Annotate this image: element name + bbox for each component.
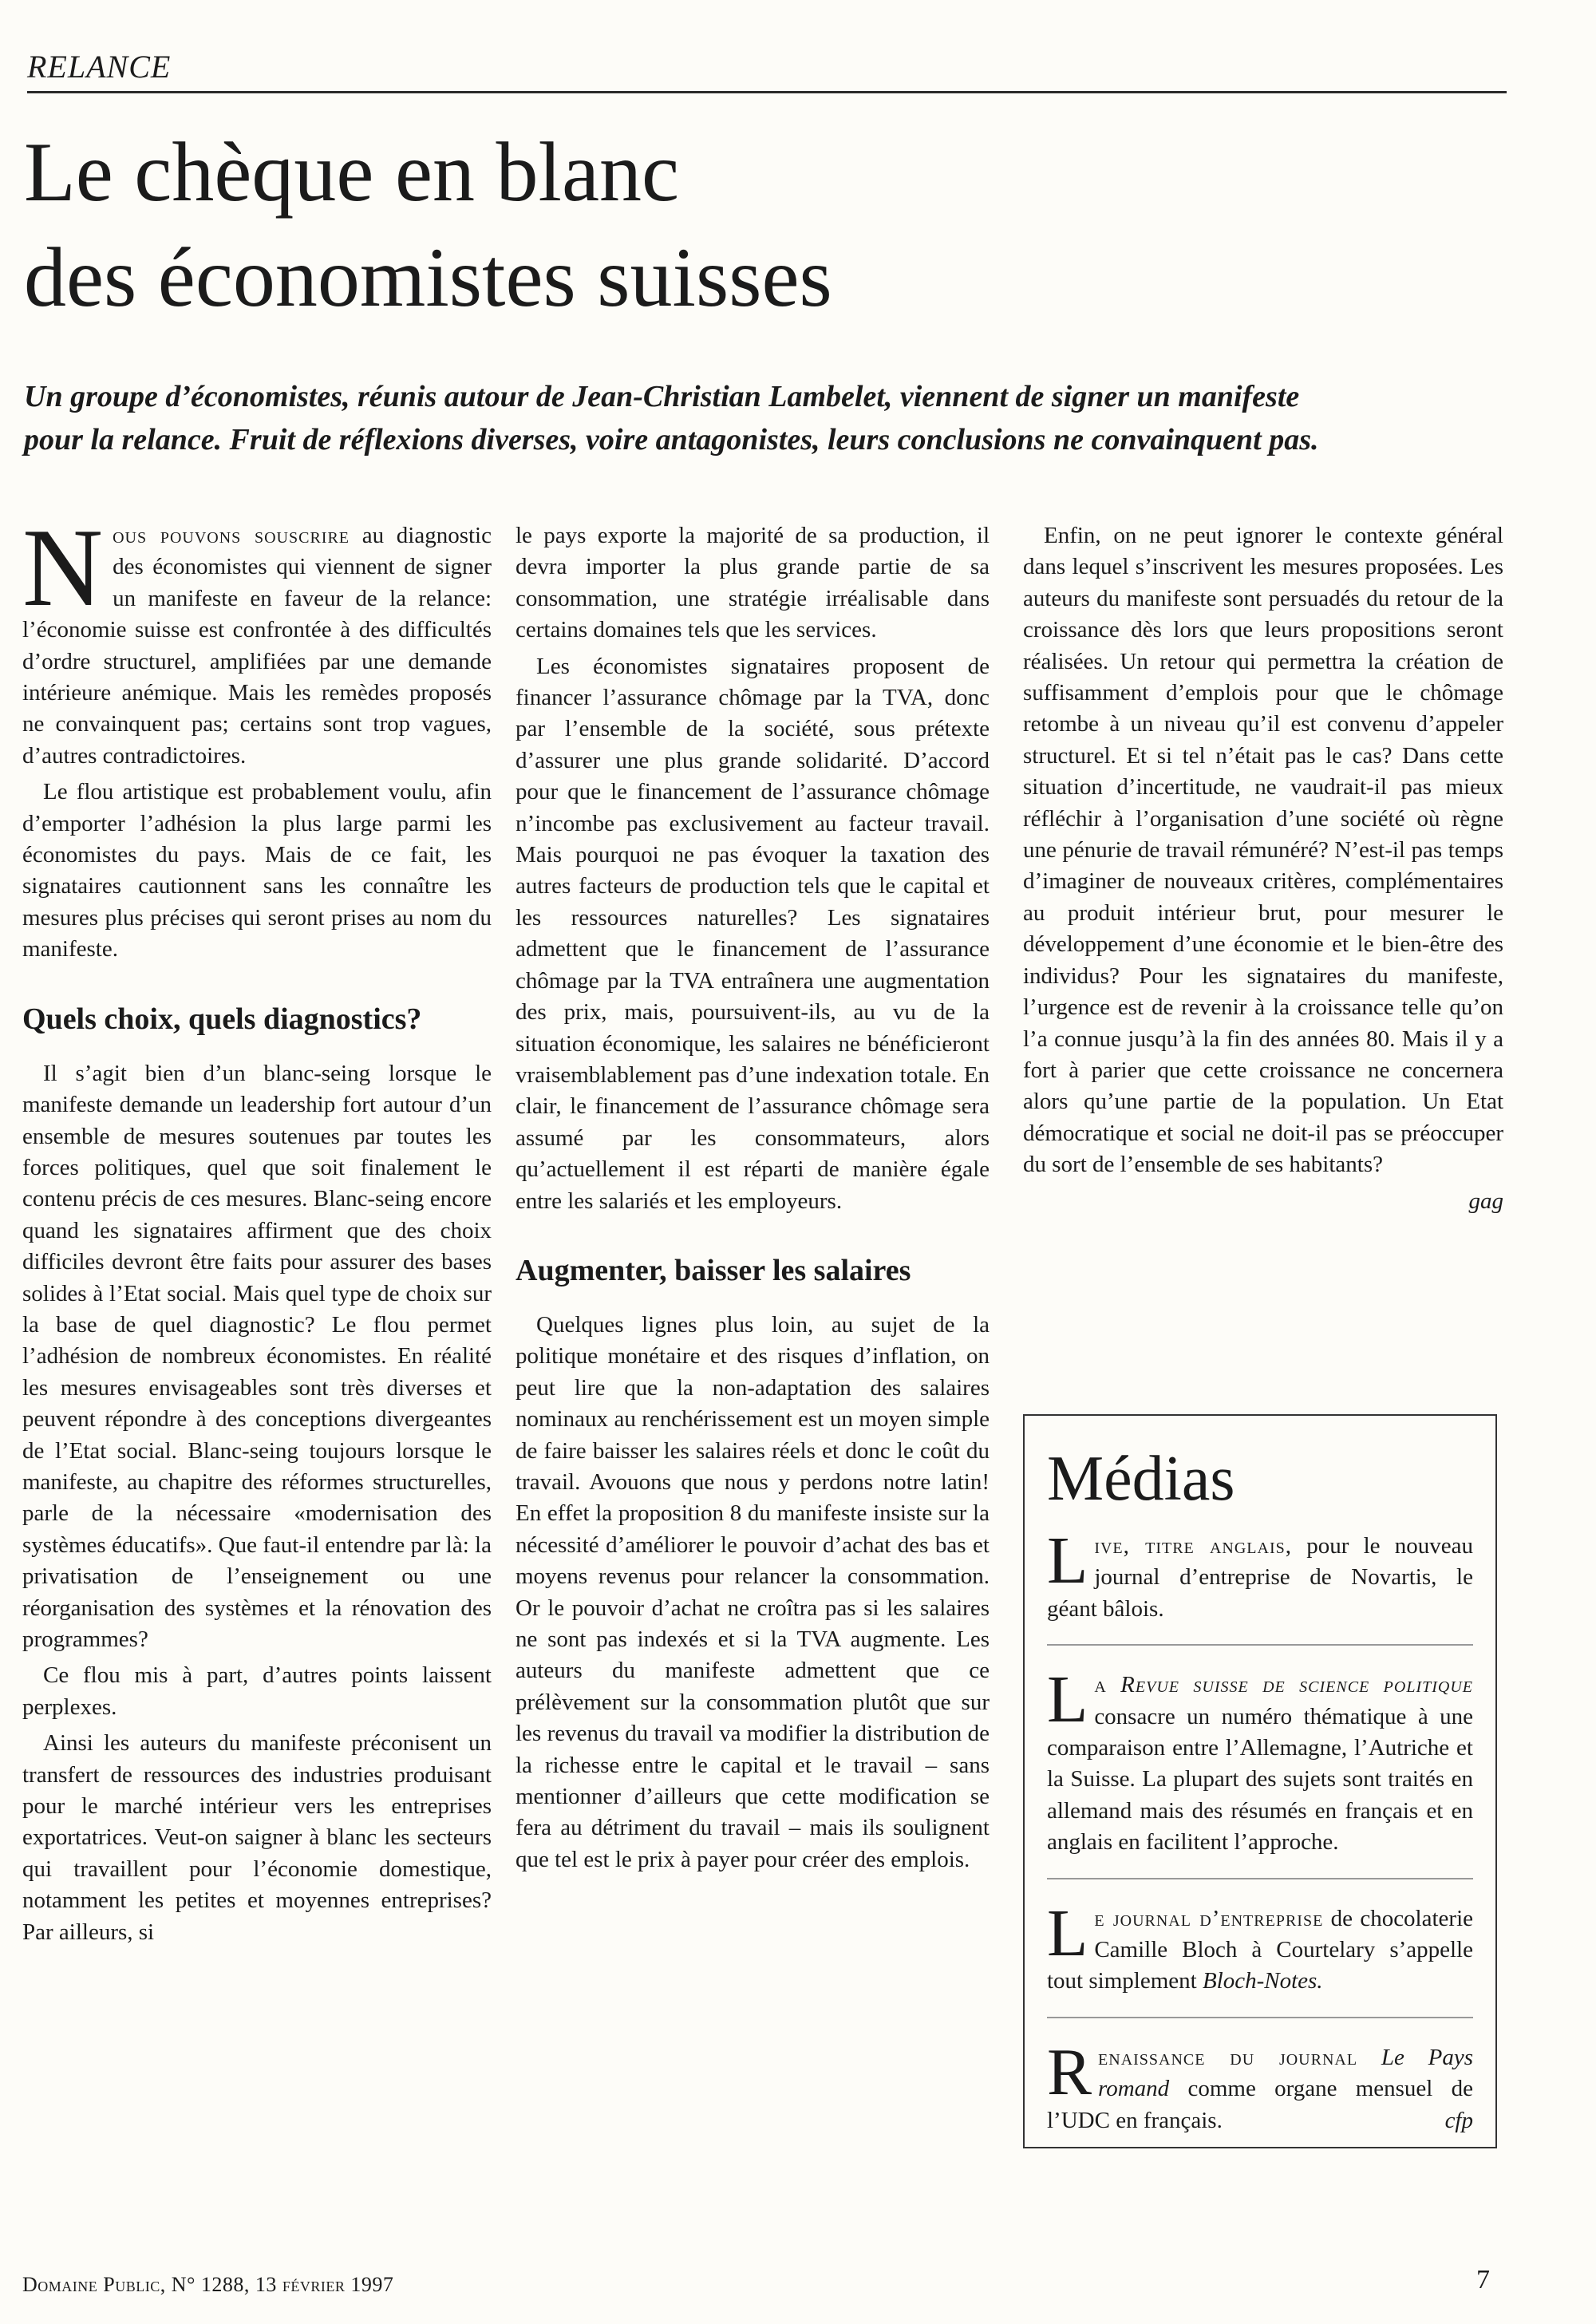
medias-box: [1023, 1414, 1497, 2148]
paragraph: Ainsi les auteurs du manifeste préconisent un transfert de ressources des industries produisant pour le marché intérieur vers les entreprises exportatrices. Veut-on saigner à blanc les secteurs qui travaillent pour l’économie domestique, notamment les petites et moyennes entreprises? Par ailleurs, si: [22, 1730, 492, 1945]
medias-item: [1047, 2034, 1474, 2156]
column-1: [22, 506, 492, 1953]
paragraph: Ce flou mis à part, d’autres points laissent perplexes.: [22, 1662, 492, 1720]
title-line-1: Le chèque en blanc: [24, 125, 680, 219]
author-signature: cfp: [1444, 2107, 1473, 2133]
dropcap: L: [1047, 1662, 1088, 1737]
item-text: de chocolaterie Camille Bloch à Courtelary s’appelle tout simplement: [1047, 1905, 1474, 1994]
item-text: comme organe mensuel de l’UDC en français.: [1047, 2076, 1473, 2133]
column-2: [516, 520, 990, 1880]
medias-item: [1047, 1895, 1474, 2018]
small-caps-opening: enaissance du journal: [1098, 2044, 1358, 2070]
page-number: 7: [1476, 2265, 1490, 2294]
publication-title: Bloch-Notes.: [1202, 1968, 1323, 1994]
paragraph: Enfin, on ne peut ignorer le contexte général dans lequel s’inscrivent les mesures proposées. Les auteurs du manifeste sont persuadés du retour de la croissance dès lors que leurs propositions seront réalisées. Un retour qui permettra la création de suffisamment d’emplois pour que le chômage retombe à un niveau qu’il est convenu d’appeler structurel. Et si tel n’était pas le cas? Dans cette situation d’incertitude, ne vaudrait-il pas mieux réfléchir à l’organisation d’une société où règne une pénurie de travail rémunéré? N’est-il pas temps d’imaginer de nouveaux critères, complémentaires au produit intérieur brut, pour mesurer le développement d’une économie et le bien-être des individus? Pour les signataires du manifeste, l’urgence est de revenir à la croissance telle qu’on l’a connue jusqu’à la fin des années 80. Mais il y a fort à parier que cette croissance ne concernera alors qu’une partie de la population. Un Etat démocratique et social ne doit-il pas se préoccuper du sort de l’ensemble de ses habitants?: [1023, 523, 1503, 1178]
subheading: Augmenter, baisser les salaires: [516, 1253, 911, 1287]
title-line-2: des économistes suisses: [24, 231, 832, 324]
medias-item: [1047, 1524, 1473, 1646]
item-text: consacre un numéro thématique à une comparaison entre l’Allemagne, l’Autriche et la Suisse. La plupart des sujets sont traités en allemand mais des résumés en français et en anglais en facilitent l’approche.: [1047, 1703, 1473, 1856]
publication-title: Le Pays romand: [1098, 2044, 1474, 2102]
publication-title: Revue suisse de science politique: [1106, 1672, 1473, 1698]
paragraph: Le flou artistique est probablement voulu, afin d’emporter l’adhésion la plus large parmi les économistes du pays. Mais de ce fait, les signataires cautionnent sans les connaître les mesures plus précises qui seront prises au nom du manifeste.: [22, 779, 492, 962]
medias-heading: Médias: [1047, 1444, 1235, 1514]
dropcap: L: [1047, 1524, 1088, 1598]
paragraph: Il s’agit bien d’un blanc-seing lorsque le manifeste demande un leadership fort autour d’un ensemble de mesures soutenues par toutes les forces politiques, quel que soit finalement le contenu précis de ces mesures. Blanc-seing encore quand les signataires affirment que des choix difficiles devront être faits pour assurer des bases solides à l’Etat social. Mais quel type de choix sur la base de quel diagnostic? Le flou permet l’adhésion de nombreux économistes. En réalité les mesures envisageables sont très diverses et peuvent répondre à des conceptions divergeantes de l’Etat social. Blanc-seing toujours lorsque le manifeste, au chapitre des réformes structurelles, parle de la nécessaire «modernisation des systèmes éducatifs». Que faut-il entendre par là: la privatisation de l’enseignement ou une réorganisation des systèmes et la rénovation des programmes?: [22, 1060, 492, 1652]
footer-publication: Domaine Public, N° 1288, 13 février 1997: [22, 2273, 394, 2296]
column-3: [1023, 520, 1503, 1222]
paragraph: [22, 506, 492, 772]
medias-item: [1047, 1662, 1473, 1879]
item-text: pour le nouveau journal d’entreprise de Novartis, le géant bâlois.: [1047, 1533, 1473, 1622]
small-caps-opening: ous pouvons souscrire: [113, 523, 350, 548]
dropcap: R: [1047, 2034, 1092, 2109]
paragraph: Quelques lignes plus loin, au sujet de la politique monétaire et des risques d’inflation, on peut lire que la non-adaptation des salaires nominaux au renchérissement est un moyen simple de faire baisser les salaires réels et donc le coût du travail. Avouons que nous y perdons notre latin! En effet la proposition 8 du manifeste insiste sur la nécessité d’améliorer le pouvoir d’achat des bas et moyens revenus pour relancer la consommation. Or le pouvoir d’achat ne croîtra pas si les salaires ne sont pas indexés et si la TVA augmente. Les auteurs du manifeste admettent que ce prélèvement sur la consommation plutôt que sur les revenus du travail va modifier la distribution de la richesse entre le capital et le travail – sans mentionner d’ailleurs que cette modification se fera au détriment du travail – mais ils soulignent que tel est le prix à payer pour créer des emplois.: [516, 1311, 990, 1872]
dropcap: N: [22, 506, 104, 630]
small-caps-opening: ive, titre anglais,: [1094, 1533, 1292, 1559]
paragraph: le pays exporte la majorité de sa production, il devra importer la plus grande partie de sa consommation, une stratégie irréalisable dans certains domaines tels que les services.: [516, 523, 990, 643]
article-title: [24, 120, 1381, 330]
subheading: Quels choix, quels diagnostics?: [22, 1002, 422, 1036]
small-caps-opening: a: [1094, 1672, 1107, 1698]
author-signature: gag: [1468, 1188, 1503, 1214]
small-caps-opening: e journal d’entreprise: [1094, 1905, 1324, 1931]
section-label: RELANCE: [27, 49, 172, 85]
dropcap: L: [1047, 1895, 1088, 1970]
paragraph: Les économistes signataires proposent de financer l’assurance chômage par la TVA, donc par l’ensemble de la société, sous prétexte d’assurer une plus grande solidarité. D’accord pour que le financement de l’assurance chômage n’incombe pas exclusivement au facteur travail. Mais pourquoi ne pas évoquer la taxation des autres facteurs de production tels que le capital et les ressources naturelles? Les signataires admettent que le financement de l’assurance chômage par la TVA entraînera une augmentation des prix, mais, poursuivent-ils, au vu de la situation économique, les salaires ne bénéficieront vraisemblablement pas d’une indexation totale. En clair, le financement de l’assurance chômage sera assumé par les consommateurs, alors qu’actuellement il est réparti de manière égale entre les salariés et les employeurs.: [516, 653, 990, 1214]
paragraph-text: au diagnostic des économistes qui viennent de signer un manifeste en faveur de la relance: l’économie suisse est confrontée à des difficultés d’ordre structurel, amplifiées par une demande intérieure anémique. Mais les remèdes proposés ne convainquent pas; certains sont trop vagues, d’autres contradictoires.: [22, 523, 492, 769]
article-lead: Un groupe d’économistes, réunis autour de Jean-Christian Lambelet, viennent de signer un manifeste pour la relance. Fruit de réflexions diverses, voire antagonistes, leurs conclusions ne convainquent pas.: [24, 380, 1319, 457]
top-rule: [27, 91, 1507, 93]
